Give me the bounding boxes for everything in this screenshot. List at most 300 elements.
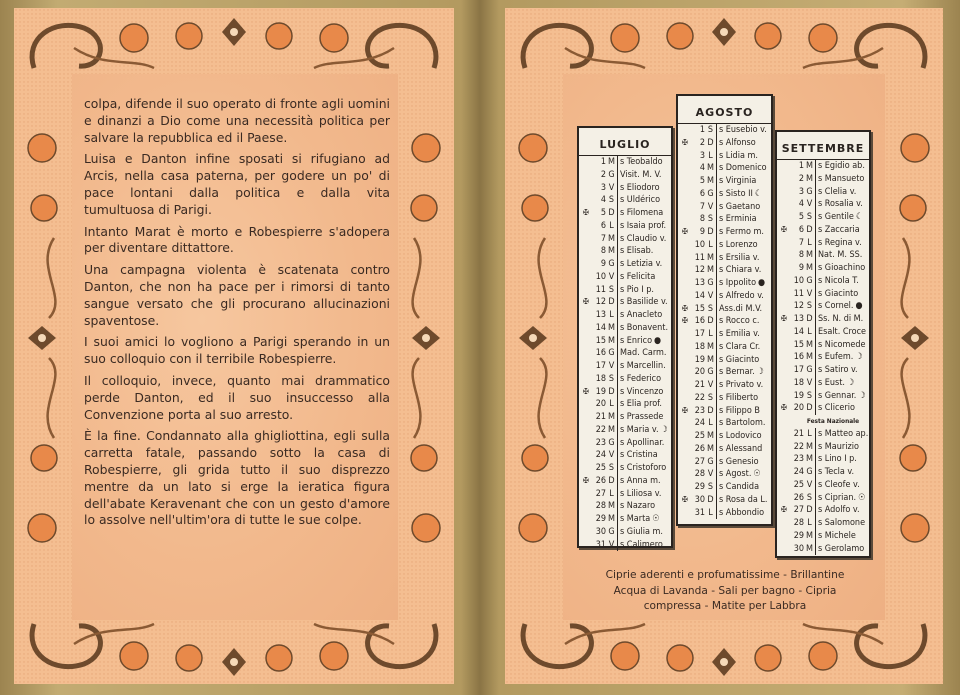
- sunday-cross-icon: [678, 162, 692, 175]
- sunday-cross-icon: [777, 377, 791, 390]
- saint-name: s Felicita: [620, 271, 656, 282]
- day-row: [678, 315, 771, 328]
- sunday-cross-icon: [579, 526, 593, 539]
- left-page: [14, 8, 454, 684]
- day-row: [579, 156, 671, 169]
- day-row: [777, 249, 869, 262]
- day-row: [678, 277, 771, 290]
- moon-phase-icon: ●: [654, 335, 662, 346]
- day-number: 5: [798, 212, 804, 222]
- weekday-letter: V: [804, 198, 816, 211]
- day-number: 21: [694, 380, 705, 390]
- sunday-cross-icon: [579, 373, 593, 386]
- day-number: 25: [595, 463, 606, 473]
- sunday-cross-icon: [777, 428, 791, 441]
- sunday-cross-icon: [777, 441, 791, 454]
- day-row: [579, 335, 671, 348]
- day-number: 2: [798, 173, 804, 184]
- day-row: [777, 237, 869, 250]
- sunday-cross-icon: ✠: [681, 316, 689, 326]
- moon-phase-icon: ☾: [855, 212, 864, 222]
- moon-phase-icon: ☽: [660, 424, 668, 435]
- day-row: [678, 430, 771, 443]
- weekday-letter: L: [705, 328, 717, 341]
- saint-name: s Adolfo v.: [818, 505, 860, 516]
- day-number: 23: [694, 405, 705, 416]
- day-number: 8: [699, 214, 705, 225]
- sunday-cross-icon: [777, 390, 791, 403]
- day-number: 19: [793, 390, 804, 401]
- day-row: [678, 417, 771, 430]
- saint-name: s Eufem.: [818, 352, 854, 363]
- day-row: [777, 428, 869, 441]
- saint-name: s Letizia v.: [620, 259, 663, 269]
- day-number: 3: [699, 150, 705, 161]
- saint-name: s Salomone: [818, 518, 866, 528]
- day-row: [678, 239, 771, 252]
- day-row: [777, 211, 869, 224]
- moon-phase-icon: ☽: [858, 390, 866, 401]
- day-row: [777, 339, 869, 352]
- sunday-cross-icon: [678, 201, 692, 214]
- saint-name: s Lodovico: [719, 431, 762, 441]
- weekday-letter: S: [804, 390, 816, 403]
- weekday-letter: D: [804, 402, 816, 415]
- story-paragraph: È la fine. Condannato alla ghigliottina, egli sulla carretta fatale, passando sotto la casa di Robespierre, gli grida tutto il suo disprezzo mentre da un lato si erge la ieratica figura dell'abate Keravenant che con un gesto d'amore lo assolve nell'ultim'ora di tutte le sue colpe.: [84, 428, 390, 528]
- day-row: [579, 182, 671, 195]
- weekday-letter: V: [606, 360, 618, 373]
- day-number: 4: [600, 195, 606, 206]
- moon-phase-icon: ●: [758, 278, 766, 288]
- weekday-letter: D: [606, 475, 618, 488]
- day-number: 14: [595, 322, 606, 333]
- sunday-cross-icon: [678, 188, 692, 201]
- day-number: 20: [694, 367, 705, 378]
- day-row: [579, 194, 671, 207]
- day-row: [579, 424, 671, 437]
- sunday-cross-icon: [579, 245, 593, 258]
- day-number: 7: [699, 201, 705, 212]
- weekday-letter: M: [705, 443, 717, 456]
- day-number: 24: [595, 450, 606, 461]
- sunday-cross-icon: [777, 543, 791, 556]
- day-number: 22: [694, 392, 705, 403]
- day-row: [777, 441, 869, 454]
- weekday-letter: G: [705, 456, 717, 469]
- weekday-letter: M: [606, 424, 618, 437]
- month-column-agosto: [676, 94, 773, 526]
- sunday-cross-icon: [777, 211, 791, 224]
- weekday-letter: V: [804, 479, 816, 492]
- day-number: 8: [798, 250, 804, 261]
- saint-name: s Elia prof.: [620, 399, 662, 410]
- day-number: 22: [793, 441, 804, 452]
- weekday-letter: S: [606, 284, 618, 297]
- weekday-letter: S: [606, 462, 618, 475]
- sunday-cross-icon: ✠: [681, 227, 689, 236]
- sunday-cross-icon: [579, 462, 593, 475]
- story-paragraph: Luisa e Danton infine sposati si rifugiano ad Arcis, nella casa paterna, per godere un po' di pace lontani dalla politica e dalla vita tumultuosa di Parigi.: [84, 151, 390, 217]
- day-number: 15: [595, 335, 606, 346]
- day-number: 24: [793, 467, 804, 477]
- saint-name: s Federico: [620, 373, 662, 384]
- saint-name: s Mansueto: [818, 173, 865, 184]
- day-row: [579, 539, 671, 552]
- saint-name: s Ippolito: [719, 278, 757, 288]
- saint-name: s Gaetano: [719, 201, 761, 212]
- story-paragraph: Intanto Marat è morto e Robespierre s'adopera per diventare dittattore.: [84, 223, 390, 256]
- day-number: 2: [699, 137, 705, 148]
- day-row: [678, 150, 771, 163]
- weekday-letter: D: [804, 313, 816, 326]
- day-row: [579, 386, 671, 399]
- saint-name: Ss. N. di M.: [818, 314, 864, 324]
- day-number: 5: [600, 208, 606, 218]
- saint-name: s Genesio: [719, 456, 759, 467]
- right-page: [505, 8, 943, 684]
- sunday-cross-icon: [579, 309, 593, 322]
- month-column-luglio: [577, 126, 673, 548]
- weekday-letter: M: [606, 322, 618, 335]
- weekday-letter: M: [804, 173, 816, 186]
- story-paragraph: Il colloquio, invece, quanto mai drammatico perde Danton, ed il suo insuccesso alla Convenzione porta al suo arresto.: [84, 372, 390, 422]
- sunday-cross-icon: [678, 354, 692, 367]
- weekday-letter: L: [705, 417, 717, 430]
- saint-name: s Emilia v.: [719, 329, 760, 339]
- day-row: [777, 160, 869, 173]
- sunday-cross-icon: [579, 335, 593, 348]
- sunday-cross-icon: [777, 275, 791, 288]
- weekday-letter: S: [804, 492, 816, 505]
- day-number: 29: [694, 482, 705, 492]
- sunday-cross-icon: [678, 507, 692, 520]
- weekday-letter: M: [705, 354, 717, 367]
- sunday-cross-icon: ✠: [582, 475, 590, 485]
- day-number: 24: [694, 418, 705, 429]
- moon-phase-icon: ●: [855, 301, 863, 312]
- day-number: 19: [694, 354, 705, 365]
- weekday-letter: S: [804, 211, 816, 224]
- weekday-letter: M: [804, 160, 816, 173]
- sunday-cross-icon: [579, 233, 593, 246]
- day-number: 2: [600, 169, 606, 180]
- day-number: 30: [694, 494, 705, 505]
- sunday-cross-icon: [678, 481, 692, 494]
- day-row: [678, 290, 771, 303]
- weekday-letter: M: [705, 162, 717, 175]
- weekday-letter: S: [705, 481, 717, 494]
- day-number: 9: [699, 227, 705, 237]
- story-paragraph: I suoi amici lo vogliono a Parigi sperando in un suo colloquio con il terribile Robespierre.: [84, 334, 390, 367]
- day-row: [777, 300, 869, 313]
- day-number: 7: [798, 237, 804, 248]
- moon-phase-icon: ☽: [855, 352, 863, 363]
- weekday-letter: L: [804, 428, 816, 441]
- day-number: 6: [600, 220, 606, 231]
- weekday-letter: M: [606, 335, 618, 348]
- day-row: [579, 284, 671, 297]
- day-row: [678, 392, 771, 405]
- weekday-letter: G: [804, 275, 816, 288]
- day-list: [678, 124, 771, 519]
- day-number: 31: [694, 507, 705, 518]
- weekday-letter: G: [606, 258, 618, 271]
- day-number: 28: [694, 469, 705, 480]
- saint-name: s Giacinto: [719, 354, 760, 365]
- day-row: [777, 351, 869, 364]
- day-row: [678, 494, 771, 507]
- day-number: 1: [798, 161, 804, 171]
- moon-phase-icon: ☽: [756, 367, 764, 378]
- day-row: [777, 479, 869, 492]
- day-number: 28: [595, 501, 606, 512]
- saint-name: s Filiberto: [719, 392, 759, 403]
- weekday-letter: G: [606, 169, 618, 182]
- weekday-letter: S: [705, 303, 717, 316]
- day-number: 3: [798, 186, 804, 197]
- advert-line: compressa - Matite per Labbra: [643, 600, 807, 612]
- sunday-cross-icon: ✠: [780, 403, 788, 413]
- day-number: 29: [793, 530, 804, 541]
- day-number: 4: [699, 163, 705, 174]
- sunday-cross-icon: [777, 300, 791, 313]
- day-row: [579, 449, 671, 462]
- weekday-letter: D: [606, 386, 618, 399]
- advert-line: Acqua di Lavanda - Sali per bagno - Cipria: [613, 584, 837, 597]
- saint-name: s Anna m.: [620, 475, 661, 486]
- day-number: 4: [798, 199, 804, 210]
- day-number: 25: [694, 431, 705, 441]
- saint-name: s Alfonso: [719, 137, 756, 148]
- saint-name: s Cornel.: [818, 301, 854, 312]
- day-number: 22: [595, 424, 606, 435]
- saint-name: s Abbondio: [719, 507, 765, 518]
- day-row: [678, 264, 771, 277]
- holiday-note: Festa Nazionale: [806, 417, 860, 425]
- day-row: [777, 466, 869, 479]
- weekday-letter: G: [705, 366, 717, 379]
- saint-name: s Egidio ab.: [818, 161, 865, 171]
- day-number: 26: [595, 475, 606, 486]
- day-row: [579, 347, 671, 360]
- day-row: [678, 201, 771, 214]
- day-number: 6: [798, 224, 804, 235]
- saint-name: s Giacinto: [818, 288, 859, 299]
- sunday-cross-icon: ✠: [780, 224, 788, 234]
- sunday-cross-icon: [579, 539, 593, 552]
- day-row: [777, 275, 869, 288]
- day-row: [678, 213, 771, 226]
- saint-name: s Giulia m.: [620, 526, 663, 537]
- saint-name: s Alfredo v.: [719, 290, 764, 301]
- day-row: [777, 530, 869, 543]
- sunday-cross-icon: [579, 513, 593, 526]
- sunday-cross-icon: [579, 347, 593, 360]
- day-number: 12: [595, 297, 606, 308]
- weekday-letter: D: [804, 504, 816, 517]
- weekday-letter: L: [804, 237, 816, 250]
- saint-name: s Virginia: [719, 176, 757, 186]
- weekday-letter: M: [606, 156, 618, 169]
- day-row: [579, 309, 671, 322]
- weekday-letter: L: [606, 220, 618, 233]
- sunday-cross-icon: [678, 290, 692, 303]
- day-number: 18: [694, 341, 705, 352]
- sunday-cross-icon: [678, 456, 692, 469]
- saint-name: Mad. Carm.: [620, 348, 667, 359]
- day-row: [579, 488, 671, 501]
- sunday-cross-icon: [678, 277, 692, 290]
- sunday-cross-icon: [678, 430, 692, 443]
- day-number: 9: [798, 263, 804, 273]
- day-row: [678, 175, 771, 188]
- weekday-letter: G: [606, 347, 618, 360]
- day-number: 16: [793, 352, 804, 363]
- sunday-cross-icon: [579, 398, 593, 411]
- day-row: [678, 456, 771, 469]
- weekday-letter: S: [606, 194, 618, 207]
- saint-name: s Bartolom.: [719, 418, 766, 429]
- day-row: [579, 207, 671, 220]
- day-row: [579, 258, 671, 271]
- day-row: [678, 366, 771, 379]
- weekday-letter: D: [804, 224, 816, 237]
- saint-name: s Bonavent.: [620, 322, 669, 333]
- sunday-cross-icon: [678, 417, 692, 430]
- saint-name: s Clicerio: [818, 403, 855, 414]
- day-row: [678, 252, 771, 265]
- weekday-letter: M: [804, 351, 816, 364]
- weekday-letter: G: [705, 277, 717, 290]
- saint-name: s Lorenzo: [719, 239, 758, 250]
- day-number: 17: [694, 329, 705, 339]
- day-number: 27: [793, 505, 804, 516]
- day-row: [579, 245, 671, 258]
- day-row: [777, 377, 869, 390]
- saint-name: s Candida: [719, 482, 760, 492]
- day-row: [678, 379, 771, 392]
- day-row: [777, 402, 869, 415]
- day-number: 1: [600, 157, 606, 167]
- day-row: [579, 526, 671, 539]
- day-row: [579, 296, 671, 309]
- day-row: [579, 360, 671, 373]
- sunday-cross-icon: [579, 322, 593, 335]
- sunday-cross-icon: [579, 271, 593, 284]
- day-number: 13: [595, 310, 606, 320]
- saint-name: s Michele: [818, 530, 856, 541]
- weekday-letter: V: [804, 288, 816, 301]
- day-row: [579, 220, 671, 233]
- day-row: [579, 233, 671, 246]
- saint-name: s Eusebio v.: [719, 125, 767, 135]
- saint-name: s Basilide v.: [620, 297, 668, 308]
- sunday-cross-icon: [777, 479, 791, 492]
- day-number: 5: [699, 176, 705, 186]
- month-title: LUGLIO: [579, 128, 671, 156]
- day-row: [678, 188, 771, 201]
- saint-name: s Claudio v.: [620, 233, 667, 244]
- day-row: [678, 124, 771, 137]
- saint-name: s Anacleto: [620, 310, 663, 320]
- sunday-cross-icon: [579, 258, 593, 271]
- sunday-cross-icon: [678, 175, 692, 188]
- day-row: [678, 341, 771, 354]
- weekday-letter: M: [606, 513, 618, 526]
- day-number: 28: [793, 518, 804, 528]
- day-number: 26: [793, 492, 804, 503]
- saint-name: s Maria v.: [620, 424, 659, 435]
- weekday-letter: M: [606, 500, 618, 513]
- weekday-letter: L: [705, 507, 717, 520]
- moon-phase-icon: ☉: [753, 469, 761, 480]
- saint-name: s Enrico: [620, 335, 653, 346]
- day-row: [777, 326, 869, 339]
- weekday-letter: M: [606, 233, 618, 246]
- day-number: 9: [600, 259, 606, 269]
- month-title: AGOSTO: [678, 96, 771, 124]
- weekday-letter: V: [606, 182, 618, 195]
- day-number: 16: [595, 348, 606, 359]
- sunday-cross-icon: [678, 213, 692, 226]
- sunday-cross-icon: [579, 284, 593, 297]
- weekday-letter: M: [705, 341, 717, 354]
- sunday-cross-icon: [579, 156, 593, 169]
- saint-name: s Uldérico: [620, 195, 661, 206]
- saint-name: s Isaia prof.: [620, 220, 667, 231]
- day-number: 20: [793, 403, 804, 414]
- sunday-cross-icon: ✠: [681, 405, 689, 415]
- saint-name: s Eliodoro: [620, 182, 660, 193]
- sunday-cross-icon: [678, 468, 692, 481]
- weekday-letter: M: [606, 245, 618, 258]
- sunday-cross-icon: [777, 237, 791, 250]
- sunday-cross-icon: [777, 186, 791, 199]
- sunday-cross-icon: [579, 500, 593, 513]
- day-row: [678, 468, 771, 481]
- day-row: [678, 405, 771, 418]
- saint-name: s Cleofe v.: [818, 479, 860, 490]
- weekday-letter: M: [804, 530, 816, 543]
- saint-name: Nat. M. SS.: [818, 250, 863, 261]
- weekday-letter: D: [606, 296, 618, 309]
- weekday-letter: L: [804, 517, 816, 530]
- saint-name: s Marta: [620, 514, 651, 524]
- day-number: 23: [595, 437, 606, 448]
- day-row: [777, 390, 869, 403]
- saint-name: s Ciprian.: [818, 492, 857, 503]
- sunday-cross-icon: ✠: [582, 297, 590, 307]
- day-number: 17: [793, 365, 804, 375]
- weekday-letter: D: [705, 494, 717, 507]
- day-row: [777, 198, 869, 211]
- day-row: [678, 354, 771, 367]
- saint-name: s Pio I p.: [620, 284, 654, 295]
- saint-name: s Maurizio: [818, 441, 859, 452]
- saint-name: s Lino I p.: [818, 454, 857, 465]
- weekday-letter: L: [606, 488, 618, 501]
- sunday-cross-icon: [579, 194, 593, 207]
- sunday-cross-icon: [579, 437, 593, 450]
- sunday-cross-icon: [678, 239, 692, 252]
- day-number: 18: [595, 373, 606, 384]
- sunday-cross-icon: [579, 360, 593, 373]
- day-row: [777, 364, 869, 377]
- sunday-cross-icon: [678, 366, 692, 379]
- weekday-letter: M: [804, 249, 816, 262]
- saint-name: s Alessand: [719, 443, 763, 454]
- day-row: [579, 462, 671, 475]
